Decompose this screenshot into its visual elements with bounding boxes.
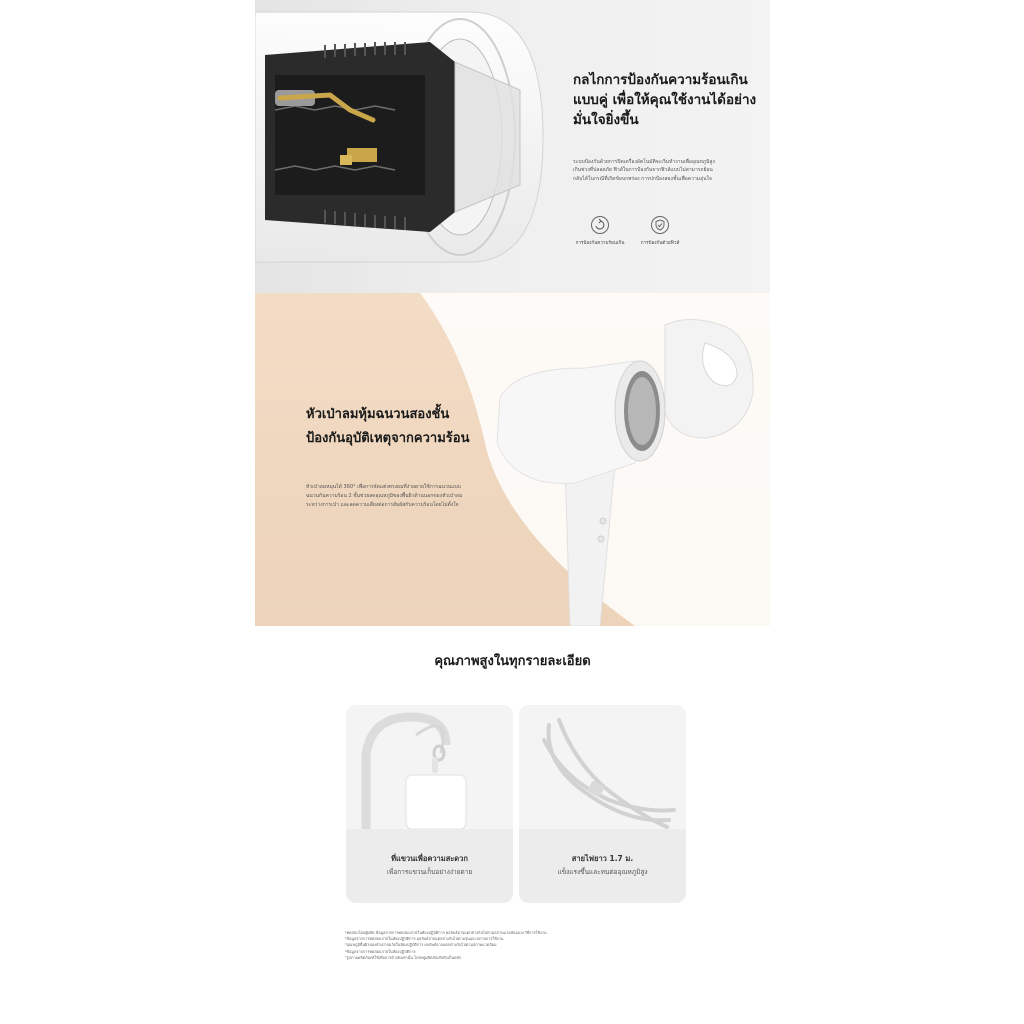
feature-thermal-fuse (651, 216, 669, 234)
hair-dryer-image (475, 313, 770, 626)
power-cord-image (519, 705, 686, 829)
feature-label-overheat: การป้องกันความร้อนเกิน (575, 241, 625, 246)
power-cord-card (519, 705, 686, 903)
footnote-1: ¹ทดสอบโดยผู้ผลิต ข้อมูลจากการทดสอบภายในห้องปฏิบัติการ ผลลัพธ์อาจแตกต่างกันไปตามสภาพแวดล้อมและวิธีการใช้งาน (345, 930, 547, 935)
hanging-loop-subtitle: เพื่อการแขวนเก็บอย่างง่ายดาย (386, 868, 473, 876)
footnotes (345, 930, 679, 961)
hanging-loop-image (346, 705, 513, 829)
feature-label-fuse: การป้องกันด้วยฟิวส์ (640, 241, 680, 246)
overheat-protection-icon (591, 216, 609, 234)
power-cord-title: สายไฟยาว 1.7 ม. (571, 854, 634, 863)
overheat-protection-description: ระบบป้องกันด้วยการปิดเครื่องอัตโนมัติจะเริ่มทำงานเพื่ออุณหภูมิสูงเกินช่วงที่ปลอดภัย ฟิวส์ในการป้องกันจากฟิวส์แบบไม่สามารถย้อนกลับได้ในกรณีที่เกิดข้อบกพร่อง การปกป้องสองชั้นเพื่อความอุ่นใจ (573, 159, 715, 182)
footnote-5: ⁵รูปภาพผลิตภัณฑ์ใช้เพื่อการอ้างอิงเท่านั้น โปรดดูผลิตภัณฑ์จริงเป็นหลัก (345, 954, 462, 960)
hanging-loop-card (346, 705, 513, 903)
footnote-2: ²ข้อมูลจากการทดสอบภายในห้องปฏิบัติการ ผลลัพธ์อาจแตกต่างกันไปตามรุ่นและสภาพการใช้งาน (345, 936, 504, 942)
insulated-nozzle-section (255, 293, 770, 626)
hanging-loop-title: ที่แขวนเพื่อความสะดวก (391, 854, 468, 863)
feature-overheat-protection (591, 216, 609, 234)
heating-element-cutaway-image (255, 0, 555, 293)
footnote-4: ⁴ข้อมูลจากการทดสอบภายในห้องปฏิบัติการ (345, 948, 416, 954)
insulated-nozzle-title: หัวเป่าลมหุ้มฉนวนสองชั้น ป้องกันอุบัติเหตุจากความร้อน (306, 407, 470, 446)
power-cord-subtitle: แข็งแรงขึ้นและทนต่ออุณหภูมิสูง (557, 868, 648, 876)
thermal-fuse-shield-icon (651, 216, 669, 234)
overheat-protection-section (255, 0, 770, 293)
footnote-3: ³อุณหภูมิพื้นผิวของหัวเป่าลมวัดในห้องปฏิบัติการ ผลลัพธ์อาจแตกต่างกันไปตามสภาพแวดล้อม (345, 942, 497, 948)
overheat-protection-title: กลไกการป้องกันความร้อนเกินแบบคู่ เพื่อให้คุณใช้งานได้อย่างมั่นใจยิ่งขึ้น (573, 72, 757, 128)
details-heading: คุณภาพสูงในทุกรายละเอียด (434, 654, 591, 669)
insulated-nozzle-description: หัวเป่าลมหมุนได้ 360° เพื่อการจัดแต่งทรงผมที่ง่ายดายใช้การฉนวนแบบฉนวนกันความร้อน 2 ชั้นช่วยลดอุณหภูมิของพื้นผิวด้านนอกของหัวเป่าลมระหว่างการเป่า และลดความเสี่ยงต่อการสัมผัสกับความร้อนโดยไม่ตั้งใจ (306, 484, 463, 508)
